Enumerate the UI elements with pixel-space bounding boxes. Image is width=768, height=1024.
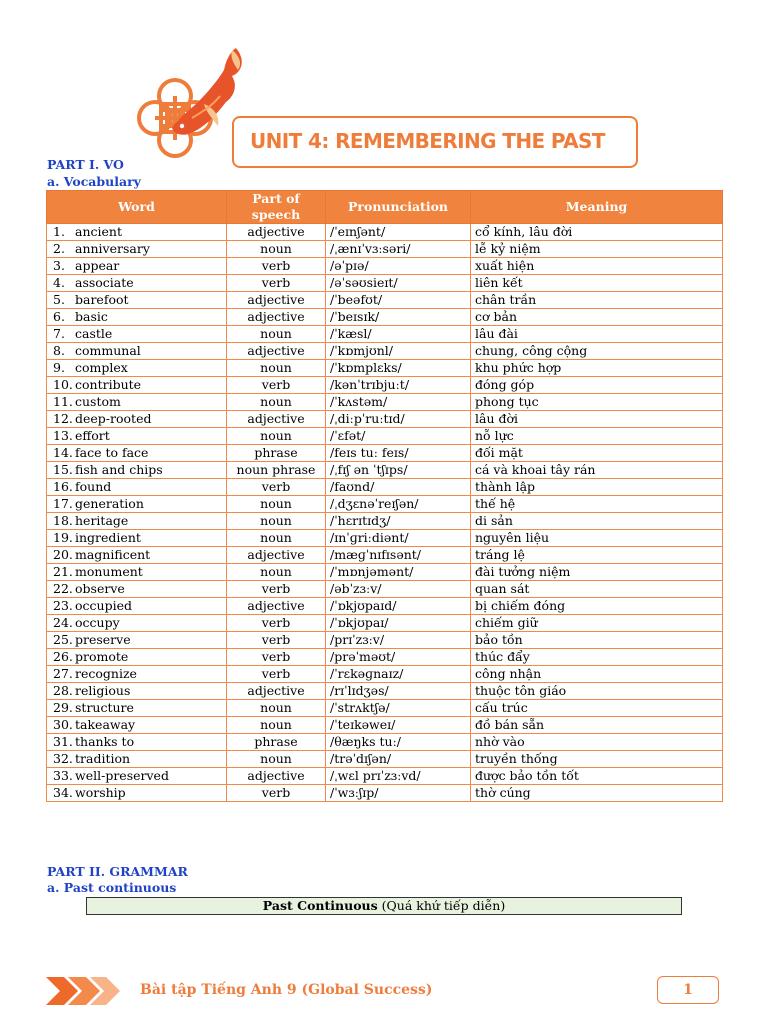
row-number: 6. [53,309,65,324]
meaning-cell: phong tục [471,394,723,411]
table-row [47,326,723,343]
word: effort [75,428,110,443]
row-number: 27. [53,666,73,681]
word: occupy [75,615,120,630]
word-cell [47,445,227,462]
part-of-speech-cell: adjective [227,224,326,241]
pronunciation-cell: /ˈkæsl/ [326,326,471,343]
word: heritage [75,513,129,528]
row-number: 20. [53,547,73,562]
part-of-speech-cell: adjective [227,343,326,360]
meaning-cell: nỗ lực [471,428,723,445]
word: preserve [75,632,131,647]
page-number: 1 [657,976,719,1004]
table-row [47,700,723,717]
row-number: 9. [53,360,65,375]
table-header-row [47,191,723,224]
word-cell [47,598,227,615]
word-cell [47,411,227,428]
table-row [47,547,723,564]
table-row [47,632,723,649]
part-of-speech-cell: adjective [227,292,326,309]
pronunciation-cell: /əˈsəʊsieɪt/ [326,275,471,292]
word: magnificent [75,547,151,562]
word: anniversary [75,241,150,256]
header-part-of-speech: Part of speech [227,191,326,224]
table-row [47,394,723,411]
pronunciation-cell: /θæŋks tuː/ [326,734,471,751]
row-number: 31. [53,734,73,749]
pronunciation-cell: /ˈhɛrɪtɪdʒ/ [326,513,471,530]
part-of-speech-cell: verb [227,581,326,598]
table-row [47,377,723,394]
row-number: 13. [53,428,73,443]
word-cell [47,547,227,564]
meaning-cell: đài tưởng niệm [471,564,723,581]
meaning-cell: được bảo tồn tốt [471,768,723,785]
word-cell [47,241,227,258]
part-of-speech-cell: adjective [227,547,326,564]
row-number: 12. [53,411,73,426]
meaning-cell: chung, công cộng [471,343,723,360]
word: custom [75,394,121,409]
pronunciation-cell: /ˌdʒɛnəˈreɪʃən/ [326,496,471,513]
part-of-speech-cell: phrase [227,445,326,462]
meaning-cell: chân trần [471,292,723,309]
word-cell [47,564,227,581]
pronunciation-cell: /ˈkʌstəm/ [326,394,471,411]
meaning-cell: chiếm giữ [471,615,723,632]
word-cell [47,615,227,632]
pronunciation-cell: /ˌdiːpˈruːtɪd/ [326,411,471,428]
row-number: 17. [53,496,73,511]
pronunciation-cell: /prɪˈzɜːv/ [326,632,471,649]
word-cell [47,513,227,530]
header-word: Word [47,191,227,224]
word: tradition [75,751,131,766]
table-row [47,275,723,292]
word: communal [75,343,141,358]
table-row [47,598,723,615]
footer-book-title: Bài tập Tiếng Anh 9 (Global Success) [140,982,433,998]
pronunciation-cell: /rɪˈlɪdʒəs/ [326,683,471,700]
word-cell [47,377,227,394]
table-row [47,411,723,428]
meaning-cell: lâu đài [471,326,723,343]
part-of-speech-cell: verb [227,479,326,496]
pronunciation-cell: /ˈɛfət/ [326,428,471,445]
pronunciation-cell: /ˈeɪnʃənt/ [326,224,471,241]
header-meaning: Meaning [471,191,723,224]
table-row [47,224,723,241]
meaning-cell: cổ kính, lâu đời [471,224,723,241]
row-number: 2. [53,241,65,256]
word: takeaway [75,717,136,732]
row-number: 25. [53,632,73,647]
word-cell [47,666,227,683]
word-cell [47,462,227,479]
row-number: 3. [53,258,65,273]
header-pronunciation: Pronunciation [326,191,471,224]
pronunciation-cell: /mæɡˈnɪfɪsənt/ [326,547,471,564]
pronunciation-cell: /prəˈməʊt/ [326,649,471,666]
pronunciation-cell: /ˈbeəfʊt/ [326,292,471,309]
word: castle [75,326,113,341]
word-cell [47,258,227,275]
part-of-speech-cell: noun [227,751,326,768]
meaning-cell: truyền thống [471,751,723,768]
pronunciation-cell: /ˈstrʌktʃə/ [326,700,471,717]
part-of-speech-cell: adjective [227,683,326,700]
word: barefoot [75,292,129,307]
row-number: 11. [53,394,73,409]
meaning-cell: cơ bản [471,309,723,326]
table-row [47,241,723,258]
table-row [47,496,723,513]
word-cell [47,496,227,513]
past-continuous-subheading: a. Past continuous [47,880,177,895]
row-number: 29. [53,700,73,715]
part-of-speech-cell: noun [227,496,326,513]
word-cell [47,224,227,241]
part-of-speech-cell: verb [227,666,326,683]
table-row [47,717,723,734]
word-cell [47,360,227,377]
vocabulary-subheading: a. Vocabulary [47,174,141,189]
part-of-speech-cell: verb [227,275,326,292]
pronunciation-cell: /ˈkɒmjʊnl/ [326,343,471,360]
word-cell [47,326,227,343]
row-number: 24. [53,615,73,630]
word: structure [75,700,134,715]
row-number: 23. [53,598,73,613]
table-row [47,530,723,547]
table-row [47,564,723,581]
part-of-speech-cell: noun [227,717,326,734]
word-cell [47,428,227,445]
word: found [75,479,112,494]
vocabulary-table [46,190,723,802]
pronunciation-cell: /ˈbeɪsɪk/ [326,309,471,326]
word-cell [47,581,227,598]
word: recognize [75,666,137,681]
table-row [47,360,723,377]
word-cell [47,683,227,700]
meaning-cell: lễ kỷ niệm [471,241,723,258]
chevron-arrows-icon [46,977,130,1005]
table-row [47,734,723,751]
part-of-speech-cell: noun [227,564,326,581]
row-number: 26. [53,649,73,664]
part-of-speech-cell: adjective [227,411,326,428]
word: thanks to [75,734,135,749]
table-row [47,428,723,445]
pronunciation-cell: /trəˈdɪʃən/ [326,751,471,768]
part-of-speech-cell: verb [227,785,326,802]
row-number: 1. [53,224,65,239]
table-row [47,785,723,802]
row-number: 32. [53,751,73,766]
meaning-cell: thế hệ [471,496,723,513]
past-continuous-title: Past Continuous [262,898,378,913]
meaning-cell: cấu trúc [471,700,723,717]
word: ingredient [75,530,141,545]
meaning-cell: liên kết [471,275,723,292]
row-number: 14. [53,445,73,460]
row-number: 7. [53,326,65,341]
pronunciation-cell: /ˌænɪˈvɜːsəri/ [326,241,471,258]
word-cell [47,632,227,649]
part-of-speech-cell: noun [227,326,326,343]
word: associate [75,275,134,290]
word: deep-rooted [75,411,152,426]
table-row [47,343,723,360]
table-row [47,649,723,666]
part-of-speech-cell: noun [227,360,326,377]
meaning-cell: lâu đời [471,411,723,428]
table-row [47,581,723,598]
word: occupied [75,598,132,613]
past-continuous-box [86,897,682,915]
meaning-cell: nhờ vào [471,734,723,751]
word: promote [75,649,129,664]
row-number: 10. [53,377,73,392]
meaning-cell: thúc đẩy [471,649,723,666]
table-row [47,683,723,700]
word-cell [47,343,227,360]
word: observe [75,581,125,596]
part2-heading: PART II. GRAMMAR [47,864,188,879]
meaning-cell: đóng góp [471,377,723,394]
word: worship [75,785,126,800]
pronunciation-cell: /əbˈzɜːv/ [326,581,471,598]
row-number: 22. [53,581,73,596]
part-of-speech-cell: noun phrase [227,462,326,479]
row-number: 28. [53,683,73,698]
meaning-cell: quan sát [471,581,723,598]
word-cell [47,768,227,785]
part-of-speech-cell: verb [227,258,326,275]
word-cell [47,394,227,411]
word-cell [47,751,227,768]
pronunciation-cell: /kənˈtrɪbjuːt/ [326,377,471,394]
word-cell [47,785,227,802]
meaning-cell: tráng lệ [471,547,723,564]
table-row [47,309,723,326]
word: fish and chips [75,462,163,477]
past-continuous-translation: (Quá khứ tiếp diễn) [377,898,506,913]
word-cell [47,717,227,734]
meaning-cell: khu phức hợp [471,360,723,377]
table-row [47,666,723,683]
part-of-speech-cell: noun [227,513,326,530]
pronunciation-cell: /faʊnd/ [326,479,471,496]
meaning-cell: di sản [471,513,723,530]
row-number: 15. [53,462,73,477]
row-number: 16. [53,479,73,494]
word-cell [47,734,227,751]
row-number: 30. [53,717,73,732]
pronunciation-cell: /ˈteɪkəweɪ/ [326,717,471,734]
pronunciation-cell: /ˈwɜːʃɪp/ [326,785,471,802]
table-row [47,258,723,275]
part-of-speech-cell: verb [227,615,326,632]
word: well-preserved [75,768,169,783]
table-row [47,615,723,632]
part-of-speech-cell: noun [227,394,326,411]
meaning-cell: thành lập [471,479,723,496]
pronunciation-cell: /ˌfɪʃ ən ˈtʃɪps/ [326,462,471,479]
table-row [47,292,723,309]
word-cell [47,309,227,326]
row-number: 8. [53,343,65,358]
word: monument [75,564,143,579]
row-number: 5. [53,292,65,307]
part-of-speech-cell: noun [227,428,326,445]
row-number: 4. [53,275,65,290]
word: generation [75,496,144,511]
pronunciation-cell: /ˈmɒnjəmənt/ [326,564,471,581]
table-row [47,445,723,462]
word: face to face [75,445,149,460]
word: contribute [75,377,142,392]
table-row [47,462,723,479]
meaning-cell: đồ bán sẵn [471,717,723,734]
part-of-speech-cell: adjective [227,768,326,785]
meaning-cell: xuất hiện [471,258,723,275]
part-of-speech-cell: noun [227,700,326,717]
word: complex [75,360,128,375]
meaning-cell: bảo tồn [471,632,723,649]
word-cell [47,530,227,547]
unit-title: UNIT 4: REMEMBERING THE PAST [250,129,605,153]
meaning-cell: nguyên liệu [471,530,723,547]
table-row [47,768,723,785]
meaning-cell: bị chiếm đóng [471,598,723,615]
table-row [47,513,723,530]
pronunciation-cell: /ɪnˈɡriːdiənt/ [326,530,471,547]
part-of-speech-cell: verb [227,377,326,394]
pronunciation-cell: /ˈkɒmplɛks/ [326,360,471,377]
vocabulary-body [47,224,723,802]
part-of-speech-cell: adjective [227,309,326,326]
pronunciation-cell: /ˈɒkjʊpaɪd/ [326,598,471,615]
part-of-speech-cell: phrase [227,734,326,751]
word: ancient [75,224,122,239]
word-cell [47,479,227,496]
table-row [47,751,723,768]
meaning-cell: đối mặt [471,445,723,462]
pronunciation-cell: /ˈrɛkəɡnaɪz/ [326,666,471,683]
row-number: 19. [53,530,73,545]
row-number: 34. [53,785,73,800]
word-cell [47,292,227,309]
table-row [47,479,723,496]
pronunciation-cell: /ˈɒkjʊpaɪ/ [326,615,471,632]
part-of-speech-cell: verb [227,649,326,666]
part-of-speech-cell: adjective [227,598,326,615]
meaning-cell: cá và khoai tây rán [471,462,723,479]
part-of-speech-cell: noun [227,530,326,547]
row-number: 21. [53,564,73,579]
part-of-speech-cell: verb [227,632,326,649]
row-number: 33. [53,768,73,783]
meaning-cell: công nhận [471,666,723,683]
word-cell [47,649,227,666]
pronunciation-cell: /əˈpɪə/ [326,258,471,275]
row-number: 18. [53,513,73,528]
word: religious [75,683,131,698]
pronunciation-cell: /feɪs tuː feɪs/ [326,445,471,462]
word-cell [47,275,227,292]
word: basic [75,309,108,324]
part1-heading: PART I. VO [47,157,124,172]
meaning-cell: thuộc tôn giáo [471,683,723,700]
word: appear [75,258,120,273]
meaning-cell: thờ cúng [471,785,723,802]
word-cell [47,700,227,717]
pronunciation-cell: /ˌwɛl prɪˈzɜːvd/ [326,768,471,785]
part-of-speech-cell: noun [227,241,326,258]
